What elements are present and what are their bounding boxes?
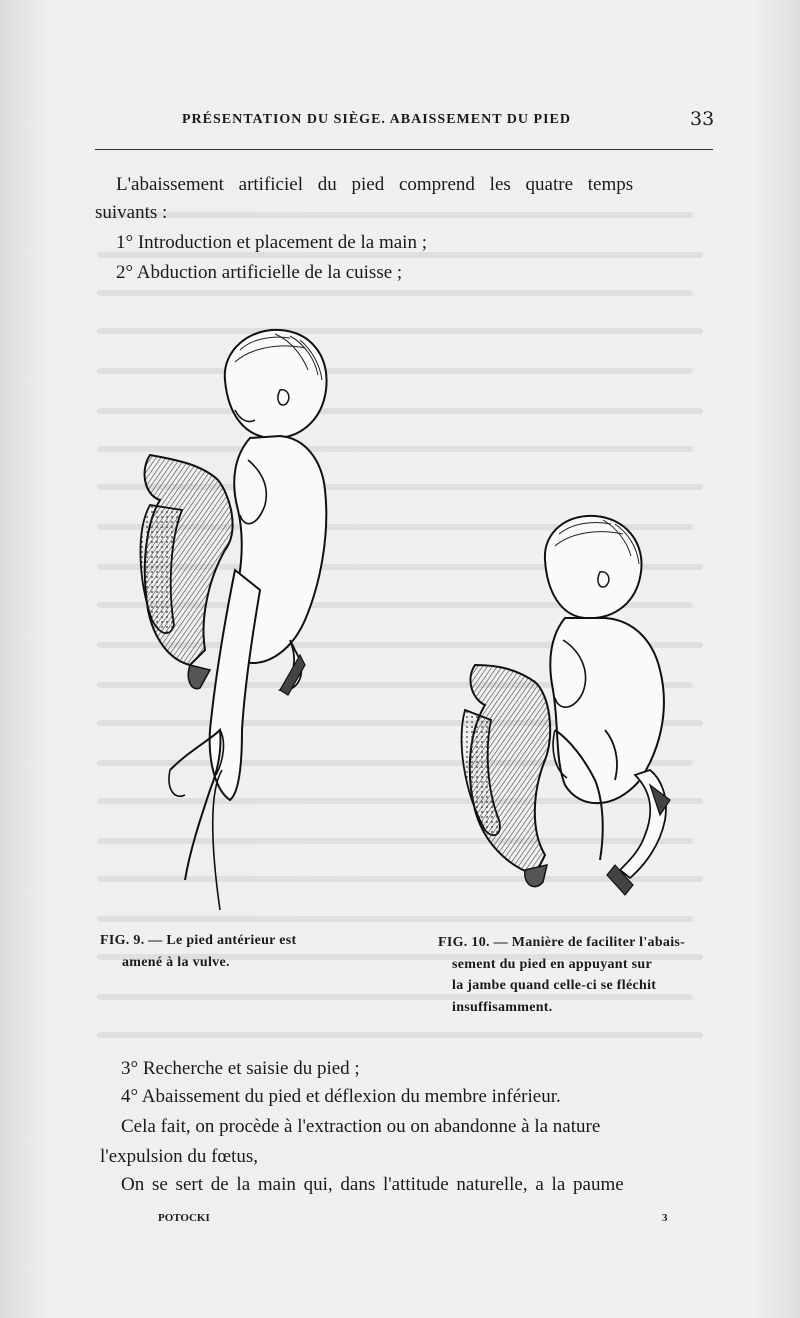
figure-9-caption	[100, 930, 296, 973]
caption-line: sement du pied en appuyant sur	[452, 956, 652, 972]
step-item: 1° Introduction et placement de la main ;	[116, 232, 427, 253]
header-rule	[95, 149, 713, 150]
paragraph-line: L'abaissement artificiel du pied comprend les quatre temps	[116, 174, 634, 195]
figure-10-caption	[438, 932, 685, 1019]
paragraph-line: suivants :	[95, 202, 168, 223]
step-item: 4° Abaissement du pied et déflexion du membre inférieur.	[121, 1086, 561, 1107]
step-item: 2° Abduction artificielle de la cuisse ;	[116, 262, 403, 283]
figure-10-illustration	[455, 510, 685, 900]
caption-line: insuffisamment.	[452, 1000, 553, 1016]
caption-line: la jambe quand celle-ci se fléchit	[452, 978, 657, 994]
caption-line: amené à la vulve.	[122, 954, 230, 970]
footer-author: POTOCKI	[158, 1212, 210, 1224]
paragraph-line: On se sert de la main qui, dans l'attitude naturelle, a la paume	[121, 1174, 624, 1195]
figure-9-illustration	[130, 320, 360, 920]
signature-mark: 3	[662, 1212, 668, 1224]
step-item: 3° Recherche et saisie du pied ;	[121, 1058, 360, 1079]
paragraph-line: Cela fait, on procède à l'extraction ou on abandonne à la nature	[121, 1116, 601, 1137]
caption-line: FIG. 9. — Le pied antérieur est	[100, 933, 297, 948]
running-title: PRÉSENTATION DU SIÈGE. ABAISSEMENT DU PIED	[182, 112, 571, 127]
caption-line: FIG. 10. — Manière de faciliter l'abais-	[438, 935, 686, 950]
paragraph-line: l'expulsion du fœtus,	[100, 1146, 259, 1167]
page-number: 33	[690, 108, 715, 130]
